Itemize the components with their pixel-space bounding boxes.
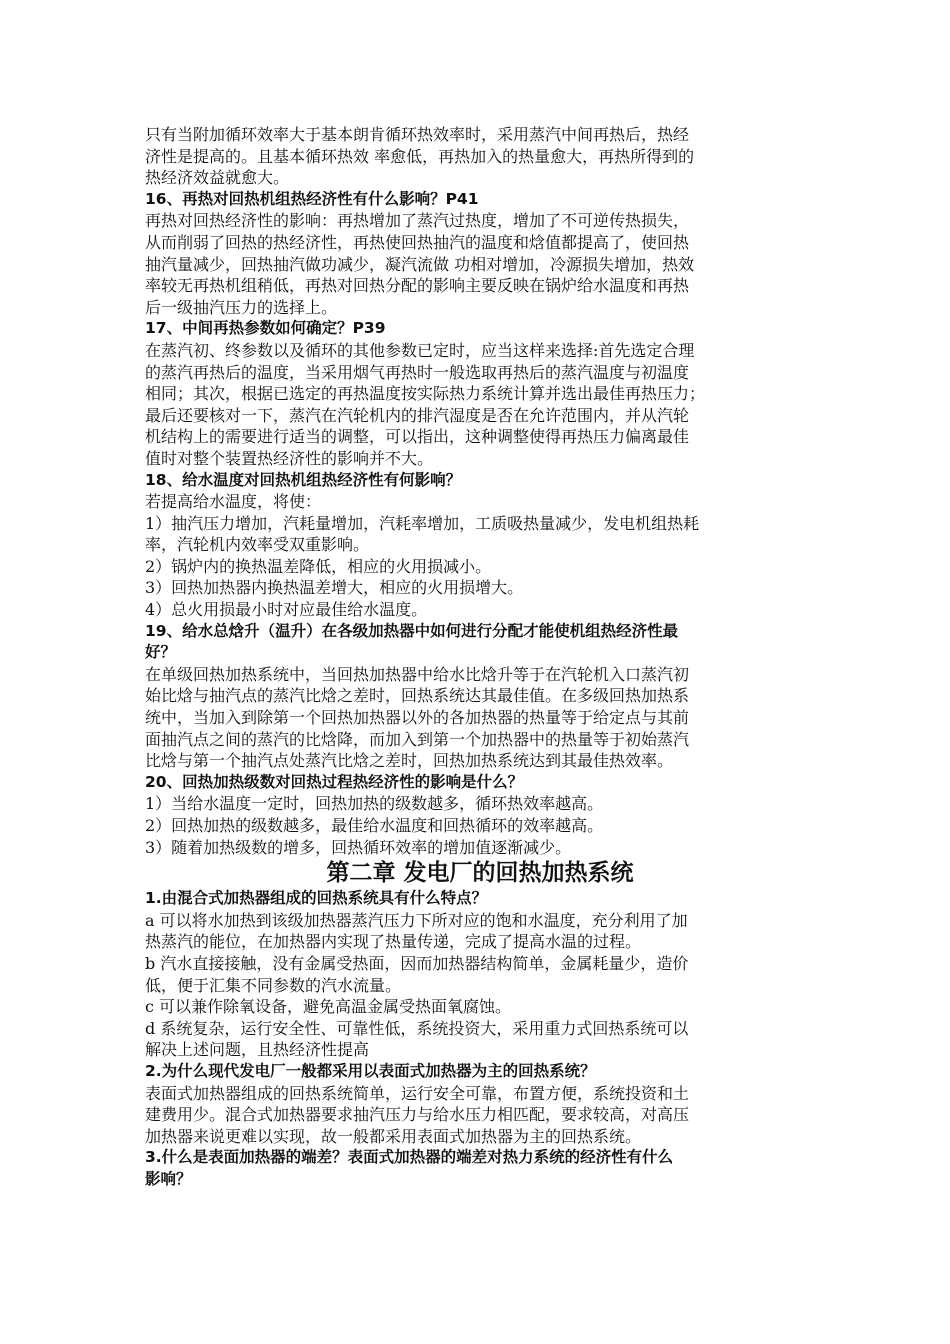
text-line: 再热对回热经济性的影响：再热增加了蒸汽过热度，增加了不可逆传热损失，	[145, 211, 690, 231]
text-line: 热经济效益就愈大。	[145, 168, 290, 188]
text-line: 在蒸汽初、终参数以及循环的其他参数已定时，应当这样来选择:首先选定合理	[145, 340, 695, 360]
text-line: 值时对整个装置热经济性的影响并不大。	[145, 448, 434, 468]
list-item: b 汽水直接接触，没有金属受热面，因而加热器结构简单，金属耗量少，造价	[145, 953, 689, 973]
document-page	[145, 124, 815, 1191]
question-heading: 1.由混合式加热器组成的回热系统具有什么特点？	[145, 889, 488, 908]
text-line: 只有当附加循环效率大于基本朗肯循环热效率时，采用蒸汽中间再热后，热经	[145, 125, 690, 144]
text-line: 统中，当加入到除第一个回热加热器以外的各加热器的热量等于给定点与其前	[145, 708, 690, 728]
question-heading: 20、回热加热级数对回热过程热经济性的影响是什么？	[145, 772, 524, 791]
list-item: d 系统复杂，运行安全性、可靠性低，系统投资大，采用重力式回热系统可以	[145, 1018, 689, 1038]
question-heading: 18、给水温度对回热机组热经济性有何影响？	[145, 470, 462, 489]
text-line: 抽汽量减少，回热抽汽做功减少，凝汽流做 功相对增加，冷源损失增加，热效	[145, 254, 695, 274]
text-line: 率较无再热机组稍低，再热对回热分配的影响主要反映在锅炉给水温度和再热	[145, 276, 690, 296]
list-item: 2）回热加热的级数越多，最佳给水温度和回热循环的效率越高。	[145, 816, 604, 835]
text-line: 低，便于汇集不同参数的汽水流量。	[145, 975, 402, 995]
text-line: 比焓与第一个抽汽点处蒸汽比焓之差时，回热加热系统达到其最佳热效率。	[145, 751, 674, 771]
text-line: 最后还要核对一下，蒸汽在汽轮机内的排汽湿度是否在允许范围内，并从汽轮	[145, 405, 690, 425]
text-line: 建费用少。混合式加热器要求抽汽压力与给水压力相匹配，要求较高，对高压	[145, 1105, 690, 1125]
chapter-title: 第二章 发电厂的回热加热系统	[326, 860, 634, 887]
text-line: 率，汽轮机内效率受双重影响。	[145, 535, 370, 555]
question-heading: 2.为什么现代发电厂一般都采用以表面式加热器为主的回热系统？	[145, 1061, 596, 1080]
text-line: 的蒸汽再热后的温度，当采用烟气再热时一般选取再热后的蒸汽温度与初温度	[145, 362, 690, 382]
text-line: 机结构上的需要进行适当的调整，可以指出，这种调整使得再热压力偏离最佳	[145, 427, 690, 447]
list-item: 3）回热加热器内换热温差增大，相应的火用损增大。	[145, 578, 524, 598]
question-heading: 好？	[145, 643, 177, 662]
text-line: 从而削弱了回热的热经济性，再热使回热抽汽的温度和焓值都提高了，使回热	[145, 232, 690, 252]
question-heading: 17、中间再热参数如何确定？P39	[145, 319, 386, 338]
text-line: 始比焓与抽汽点的蒸汽比焓之差时，回热系统达其最佳值。在多级回热加热系	[145, 686, 690, 706]
list-item: 4）总火用损最小时对应最佳给水温度。	[145, 600, 428, 620]
text-line: 济性是提高的。且基本循环热效 率愈低，再热加入的热量愈大，再热所得到的	[145, 146, 695, 166]
list-item: c 可以兼作除氧设备，避免高温金属受热面氧腐蚀。	[145, 997, 512, 1017]
question-heading: 19、给水总焓升（温升）在各级加热器中如何进行分配才能使机组热经济性最	[145, 621, 679, 640]
text-line: 解决上述问题，且热经济性提高	[145, 1040, 370, 1060]
question-heading: 16、再热对回热机组热经济性有什么影响？P41	[145, 189, 479, 208]
text-line: 表面式加热器组成的回热系统简单，运行安全可靠，布置方便，系统投资和土	[145, 1083, 690, 1103]
text-line: 若提高给水温度，将使：	[145, 492, 322, 512]
list-item: 1）当给水温度一定时，回热加热的级数越多，循环热效率越高。	[145, 794, 604, 814]
question-heading: 影响？	[145, 1169, 192, 1188]
text-line: 加热器来说更难以实现，故一般都采用表面式加热器为主的回热系统。	[145, 1126, 642, 1146]
list-item: 3）随着加热级数的增多，回热循环效率的增加值逐渐减少。	[145, 837, 572, 857]
text-line: 相同；其次，根据已选定的再热温度按实际热力系统计算并选出最佳再热压力；	[145, 384, 706, 404]
list-item: 1）抽汽压力增加，汽耗量增加，汽耗率增加，工质吸热量减少，发电机组热耗	[145, 513, 700, 533]
list-item: 2）锅炉内的换热温差降低，相应的火用损减小。	[145, 556, 492, 576]
text-line: 面抽汽点之间的蒸汽的比焓降，而加入到第一个加热器中的热量等于初始蒸汽	[145, 729, 690, 749]
list-item: a 可以将水加热到该级加热器蒸汽压力下所对应的饱和水温度，充分利用了加	[145, 910, 688, 930]
text-line: 热蒸汽的能位，在加热器内实现了热量传递，完成了提高水温的过程。	[145, 932, 642, 952]
text-line: 后一级抽汽压力的选择上。	[145, 297, 338, 317]
question-heading: 3.什么是表面加热器的端差？表面式加热器的端差对热力系统的经济性有什么	[145, 1148, 674, 1167]
text-line: 在单级回热加热系统中，当回热加热器中给水比焓升等于在汽轮机入口蒸汽初	[145, 664, 690, 684]
